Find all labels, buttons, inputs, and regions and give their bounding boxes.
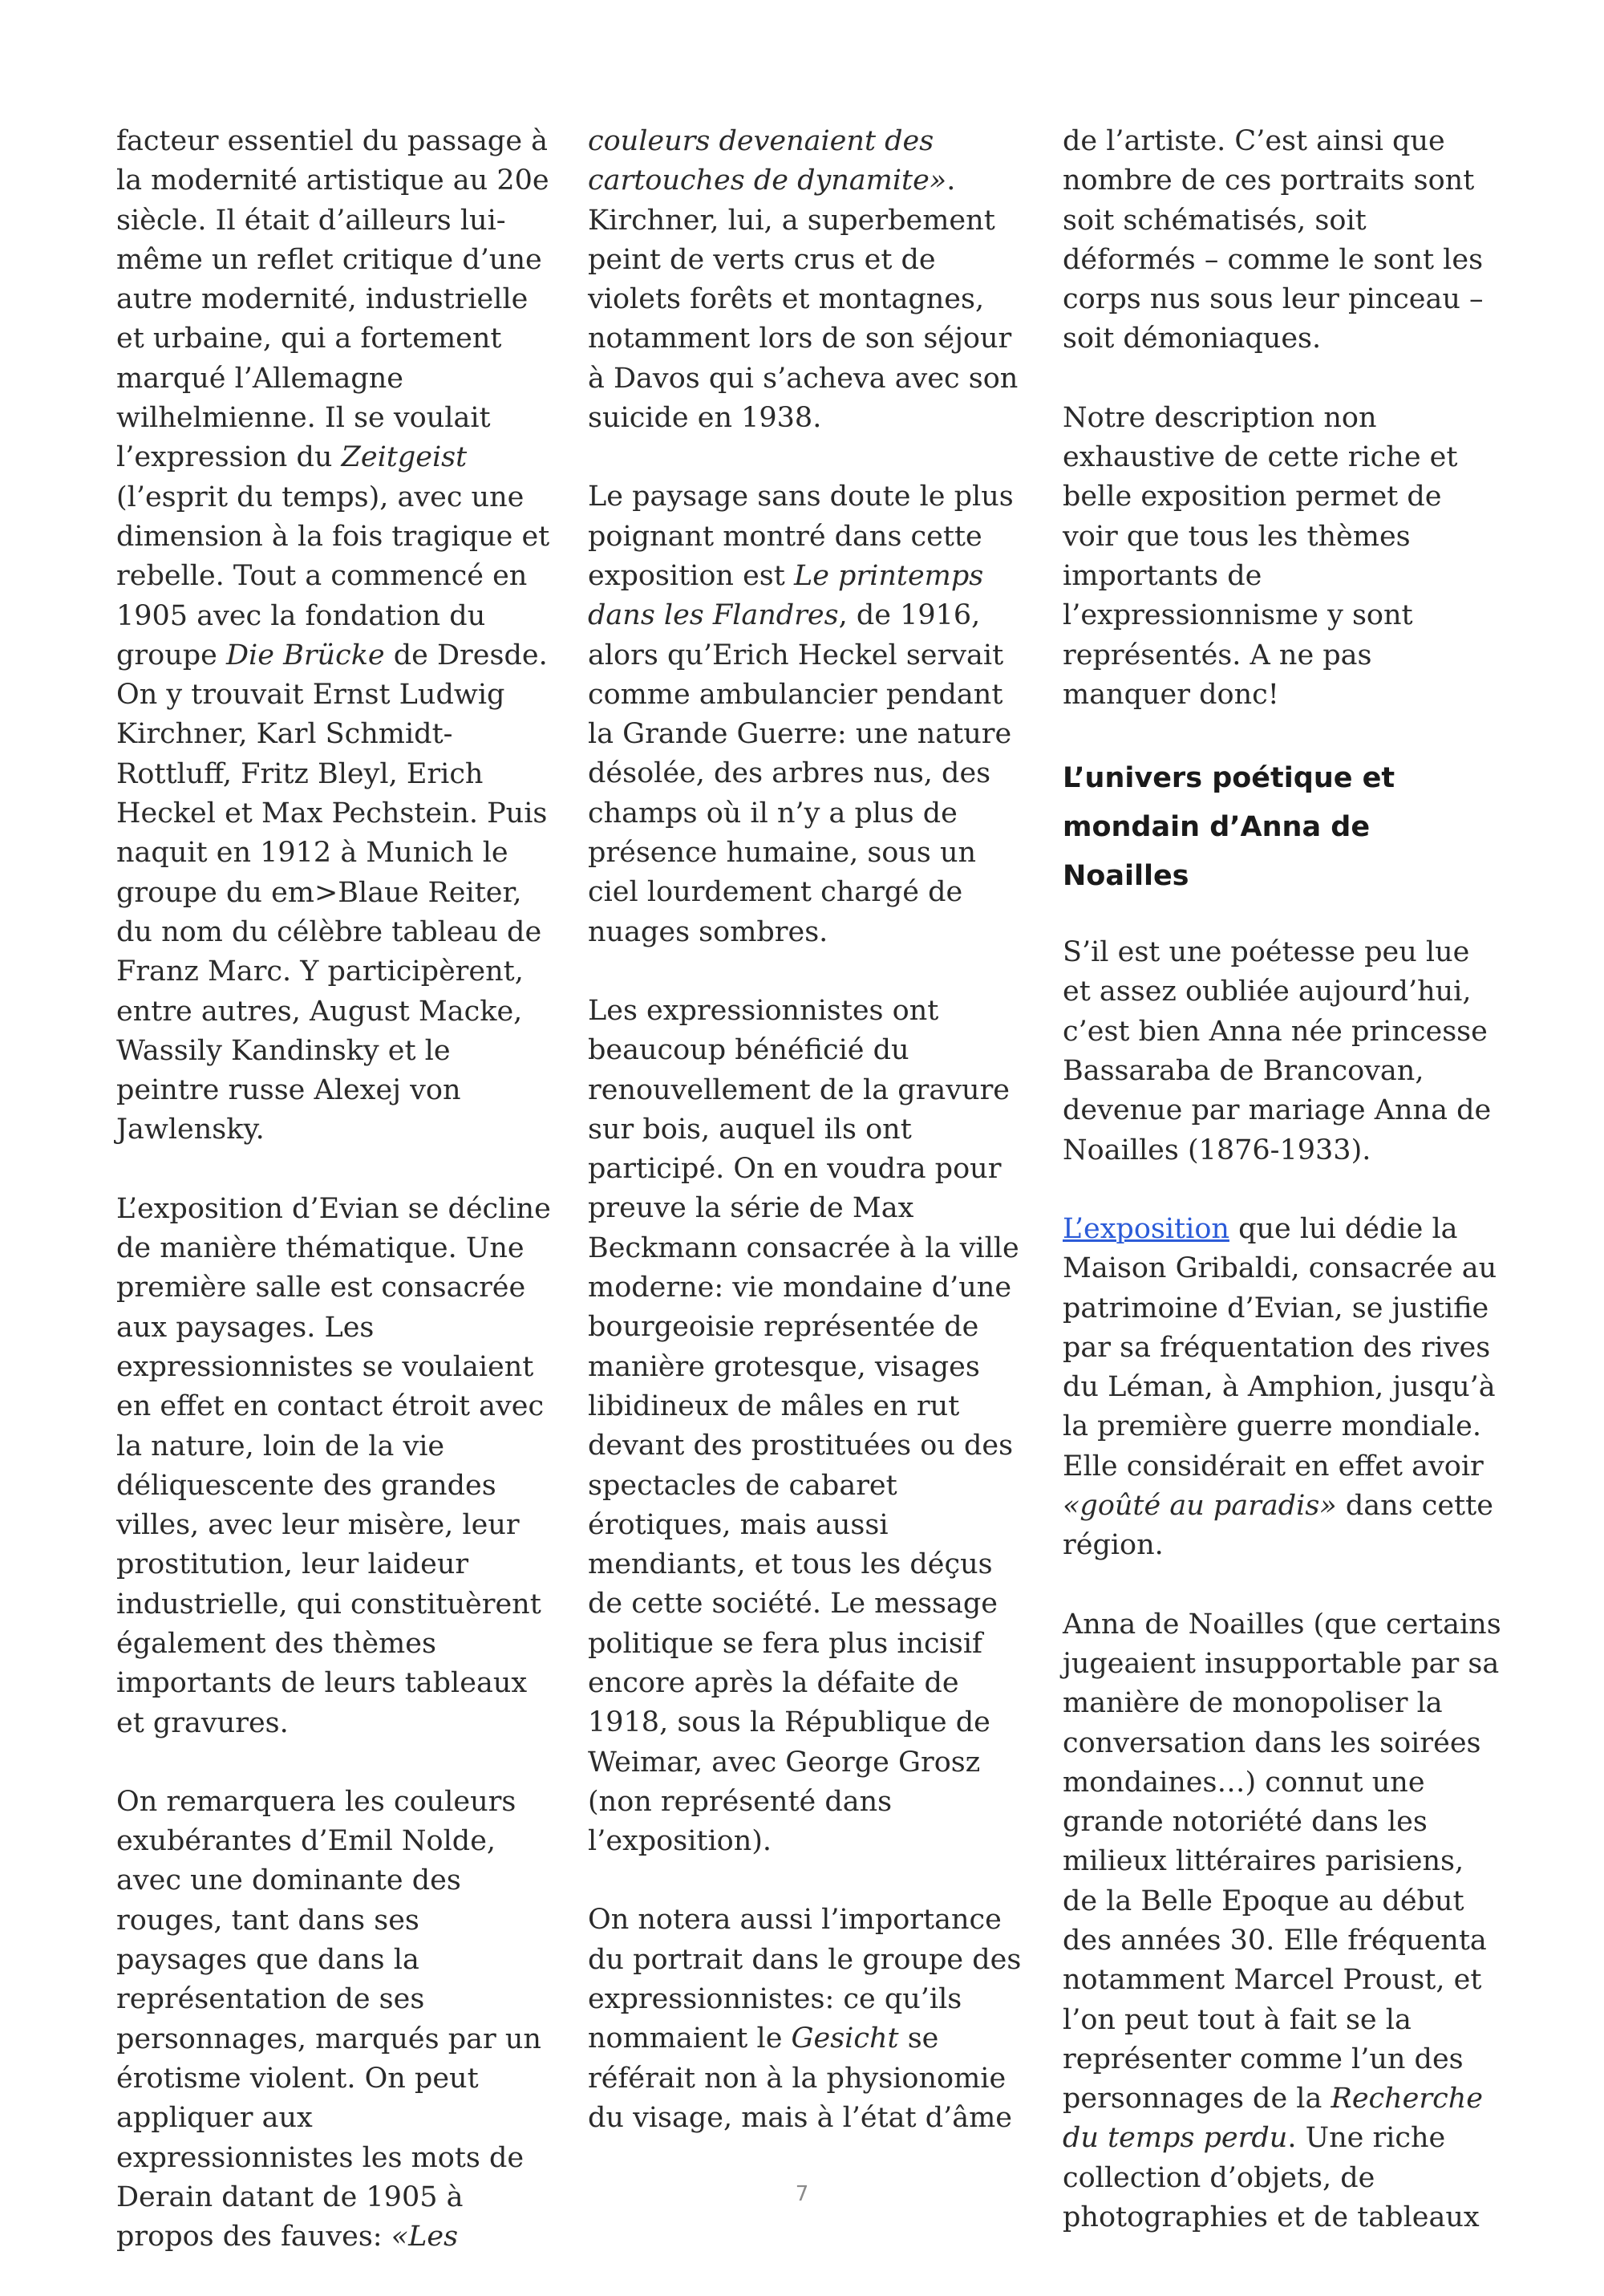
paragraph: Notre description non exhaustive de cette riche et belle exposition permet de voir que tous les thèmes importants de l’expressionnisme y sont représentés. A ne pas manquer donc! (1063, 401, 1458, 711)
section-heading: L’univers poétique et mondain d’Anna de Noailles (1063, 762, 1395, 893)
text-column-2 (588, 122, 1029, 2177)
paragraph: L’exposition d’Evian se décline de manière thématique. Une première salle est consacrée aux paysages. Les expressionnistes se voulaient en effet en contact étroit avec la nature, loin de la vie déliquescente des grandes villes, avec leur misère, leur prostitution, leur laideur industrielle, qui constituèrent également des thèmes importants de leurs tableaux et gravures. (116, 1192, 551, 1739)
page-number: 7 (795, 2182, 809, 2206)
italic-term: Zeitgeist (341, 441, 468, 474)
italic-title: Recherche du temps perdu (1063, 2083, 1483, 2155)
paragraph: Le paysage sans doute le plus poignant montré dans cette exposition est Le printemps dans les Flandres, de 1916, alors qu’Erich Heckel servait comme ambulancier pendant la Grande Guerre: une nature désolée, des arbres nus, des champs où il n’y a plus de présence humaine, sous un ciel lourdement chargé de nuages sombres. (588, 481, 1014, 948)
paragraph: facteur essentiel du passage à la modernité artistique au 20e siècle. Il était d’ailleurs lui-même un reflet critique d’une autre modernité, industrielle et urbaine, qui a fortement marqué l’Allemagne wilhelmienne. Il se voulait l’expression du Zeitgeist (l’esprit du temps), avec une dimension à la fois tragique et rebelle. Tout a commencé en 1905 avec la fondation du groupe Die Brücke de Dresde. On y trouvait Ernst Ludwig Kirchner, Karl Schmidt-Rottluff, Fritz Bleyl, Erich Heckel et Max Pechstein. Puis naquit en 1912 à Munich le groupe du em>Blaue Reiter, du nom du célèbre tableau de Franz Marc. Y participèrent, entre autres, August Macke, Wassily Kandinsky et le peintre russe Alexej von Jawlensky. (116, 125, 550, 1146)
paragraph: de l’artiste. C’est ainsi que nombre de ces portraits sont soit schématisés, soit déformés – comme le sont les corps nus sous leur pinceau – soit démoniaques. (1063, 125, 1484, 355)
paragraph: On remarquera les couleurs exubérantes d’Emil Nolde, avec une dominante des rouges, tant dans ses paysages que dans la représentation de ses personnages, marqués par un érotisme violent. On peut appliquer aux expressionnistes les mots de Derain datant de 1905 à propos des fauves: «Les (116, 1785, 541, 2253)
italic-term: Gesicht (791, 2022, 899, 2055)
paragraph: couleurs devenaient des cartouches de dynamite». Kirchner, lui, a superbement peint de verts crus et de violets forêts et montagnes, notamment lors de son séjour à Davos qui s’acheva avec son suicide en 1938. (588, 125, 1019, 435)
italic-quote: «Les (391, 2221, 459, 2253)
paragraph: On notera aussi l’importance du portrait dans le groupe des expressionnistes: ce qu’ils nommaient le Gesicht se référait non à la physionomie du visage, mais à l’état d’âme (588, 1904, 1022, 2134)
italic-quote: couleurs devenaient des cartouches de dynamite» (588, 125, 947, 197)
italic-title: Le printemps dans les Flandres (588, 559, 984, 632)
exposition-link[interactable]: L’exposition (1063, 1212, 1229, 1245)
paragraph: L’exposition que lui dédie la Maison Gribaldi, consacrée au patrimoine d’Evian, se justifie par sa fréquentation des rives du Léman, à Amphion, jusqu’à la première guerre mondiale. Elle considérait en effet avoir «goûté au paradis» dans cette région. (1063, 1212, 1497, 1562)
paragraph: S’il est une poétesse peu lue et assez oubliée aujourd’hui, c’est bien Anna née princesse Bassaraba de Brancovan, devenue par mariage Anna de Noailles (1876-1933). (1063, 936, 1492, 1166)
paragraph: Les expressionnistes ont beaucoup bénéficié du renouvellement de la gravure sur bois, auquel ils ont participé. On en voudra pour preuve la série de Max Beckmann consacrée à la ville moderne: vie mondaine d’une bourgeoisie représentée de manière grotesque, visages libidineux de mâles en rut devant des prostituées ou des spectacles de cabaret érotiques, mais aussi mendiants, et tous les déçus de cette société. Le message politique se fera plus incisif encore après la défaite de 1918, sous la République de Weimar, avec George Grosz (non représenté dans l’exposition). (588, 994, 1019, 1858)
text-column-3 (1063, 122, 1504, 2277)
text-column-1 (116, 122, 557, 2296)
paragraph: Anna de Noailles (que certains jugeaient insupportable par sa manière de monopoliser la conversation dans les soirées mondaines…) connut une grande notoriété dans les milieux littéraires parisiens, de la Belle Epoque au début des années 30. Elle fréquenta notamment Marcel Proust, et l’on peut tout à fait se la représenter comme l’un des personnages de la Recherche du temps perdu. Une riche collection d’objets, de photographies et de tableaux (1063, 1608, 1501, 2234)
italic-term: Die Brücke (226, 639, 385, 671)
italic-quote: «goûté au paradis» (1063, 1490, 1337, 1523)
